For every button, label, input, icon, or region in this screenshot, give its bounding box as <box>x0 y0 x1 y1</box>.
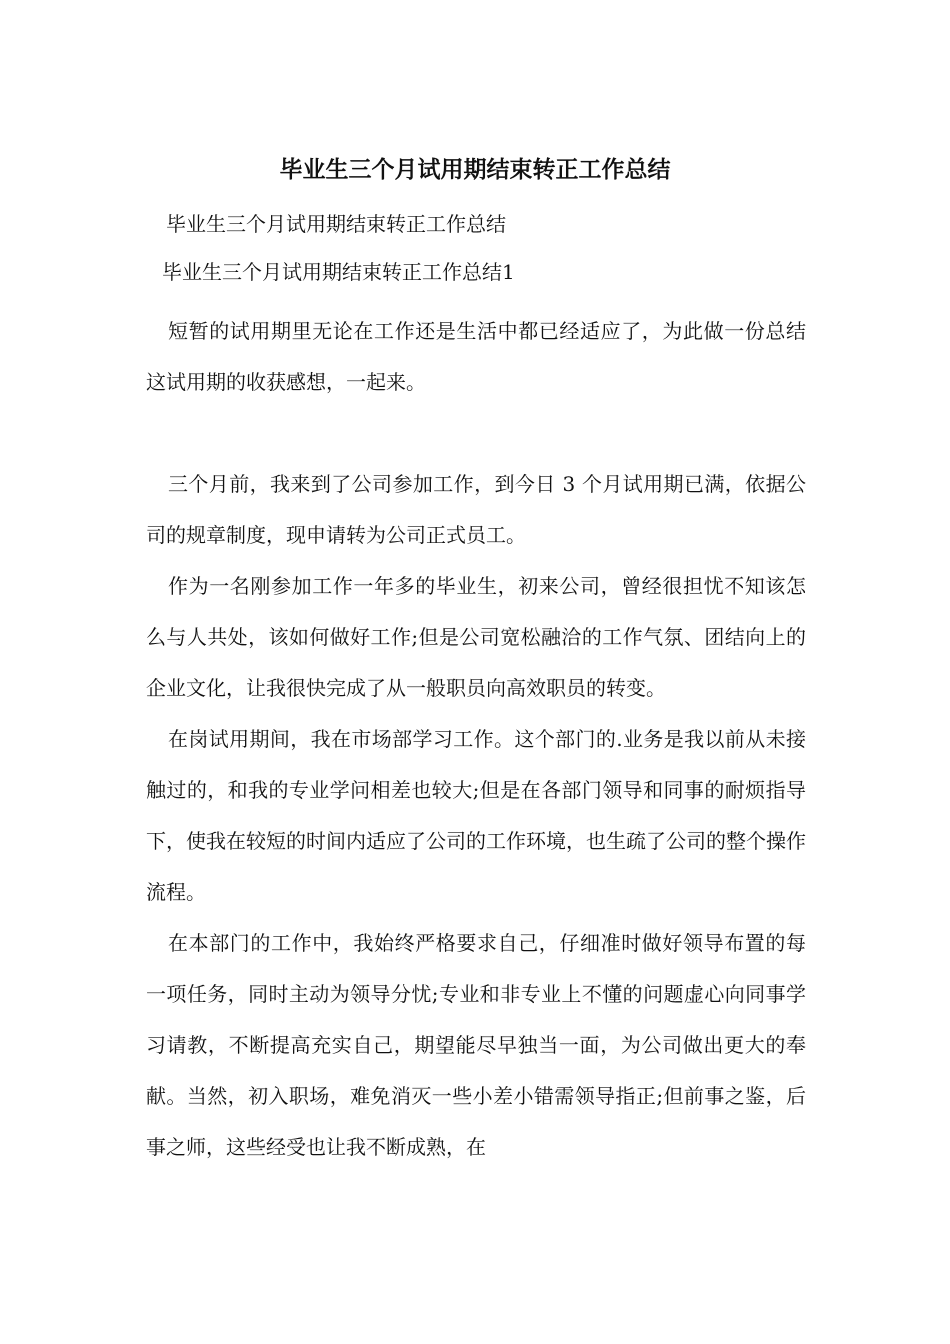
section-heading: 毕业生三个月试用期结束转正工作总结1 <box>162 260 515 284</box>
paragraph-2: 三个月前，我来到了公司参加工作，到今日 3 个月试用期已满，依据公司的规章制度，现申请转为公司正式员工。 <box>146 472 806 547</box>
document-subtitle: 毕业生三个月试用期结束转正工作总结 <box>166 212 506 236</box>
document-title: 毕业生三个月试用期结束转正工作总结 <box>279 156 671 183</box>
paragraph-5: 在本部门的工作中，我始终严格要求自己，仔细准时做好领导布置的每一项任务，同时主动为领导分忧;专业和非专业上不懂的问题虚心向同事学习请教，不断提高充实自己，期望能尽早独当一面，为公司做出更大的奉献。当然，初入职场，难免消灭一些小差小错需领导指正;但前事之鉴，后事之师，这些经受也让我不断成熟，在 <box>146 931 806 1159</box>
paragraph-1: 短暂的试用期里无论在工作还是生活中都已经适应了，为此做一份总结这试用期的收获感想，一起来。 <box>146 319 806 394</box>
paragraph-3: 作为一名刚参加工作一年多的毕业生，初来公司，曾经很担忧不知该怎么与人共处，该如何做好工作;但是公司宽松融洽的工作气氛、团结向上的企业文化，让我很快完成了从一般职员向高效职员的转变。 <box>146 574 806 700</box>
document-body <box>146 306 806 1173</box>
paragraph-4: 在岗试用期间，我在市场部学习工作。这个部门的.业务是我以前从未接触过的，和我的专业学问相差也较大;但是在各部门领导和同事的耐烦指导下，使我在较短的时间内适应了公司的工作环境，也生疏了公司的整个操作流程。 <box>146 727 806 904</box>
